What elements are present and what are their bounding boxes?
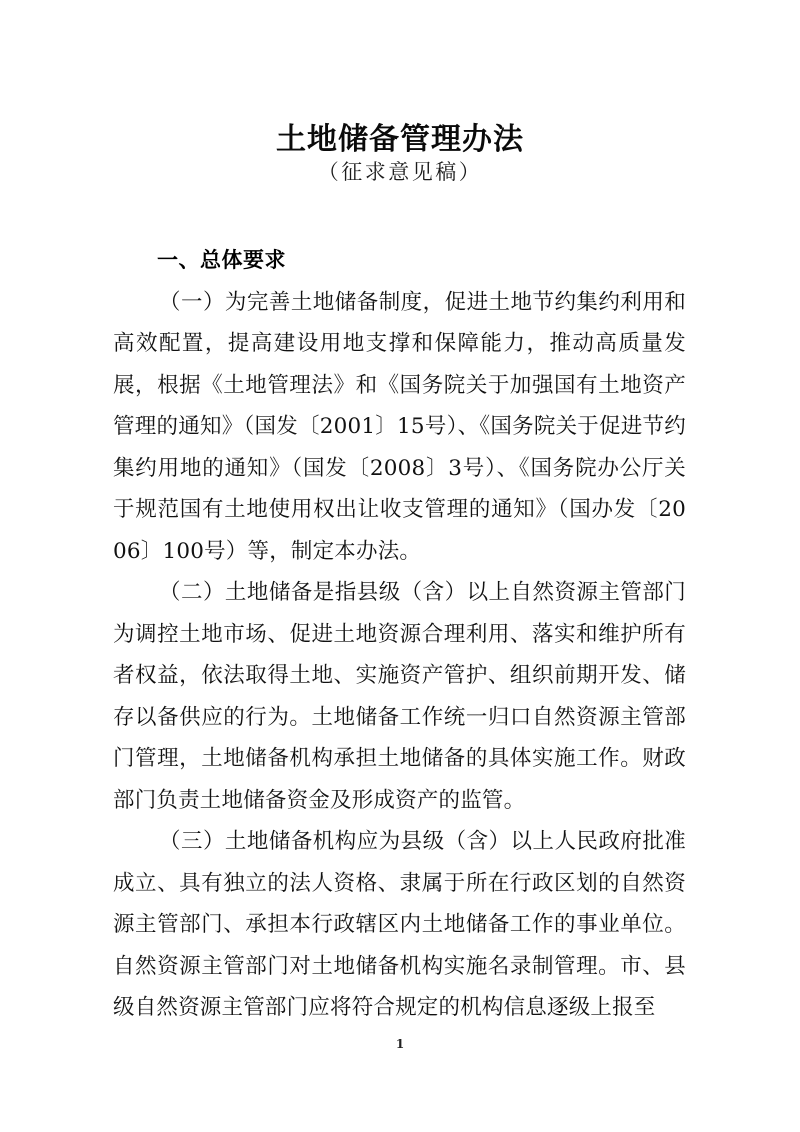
page-number: 1: [395, 1037, 405, 1051]
section-heading-general-requirements: 一、总体要求: [157, 248, 286, 272]
document-subtitle: （征求意见稿）: [317, 160, 483, 184]
paragraph-3: （三）土地储备机构应为县级（含）以上人民政府批准成立、具有独立的法人资格、隶属于所在行政区划的自然资源主管部门、承担本行政辖区内土地储备工作的事业单位。自然资源主管部门对土地储备机构实施名录制管理。市、县级自然资源主管部门应将符合规定的机构信息逐级上报至: [113, 829, 686, 1020]
document-title: 土地储备管理办法: [276, 122, 524, 158]
paragraph-1: （一）为完善土地储备制度，促进土地节约集约利用和高效配置，提高建设用地支撑和保障能力，推动高质量发展，根据《土地管理法》和《国务院关于加强国有土地资产管理的通知》（国发〔2001〕15号）、《国务院关于促进节约集约用地的通知》（国发〔2008〕3号）、《国务院办公厅关于规范国有土地使用权出让收支管理的通知》（国办发〔2006〕100号）等，制定本办法。: [113, 289, 686, 564]
document-body: [113, 240, 686, 1029]
paragraph-2: （二）土地储备是指县级（含）以上自然资源主管部门为调控土地市场、促进土地资源合理利用、落实和维护所有者权益，依法取得土地、实施资产管护、组织前期开发、储存以备供应的行为。土地储备工作统一归口自然资源主管部门管理，土地储备机构承担土地储备的具体实施工作。财政部门负责土地储备资金及形成资产的监管。: [113, 580, 686, 813]
